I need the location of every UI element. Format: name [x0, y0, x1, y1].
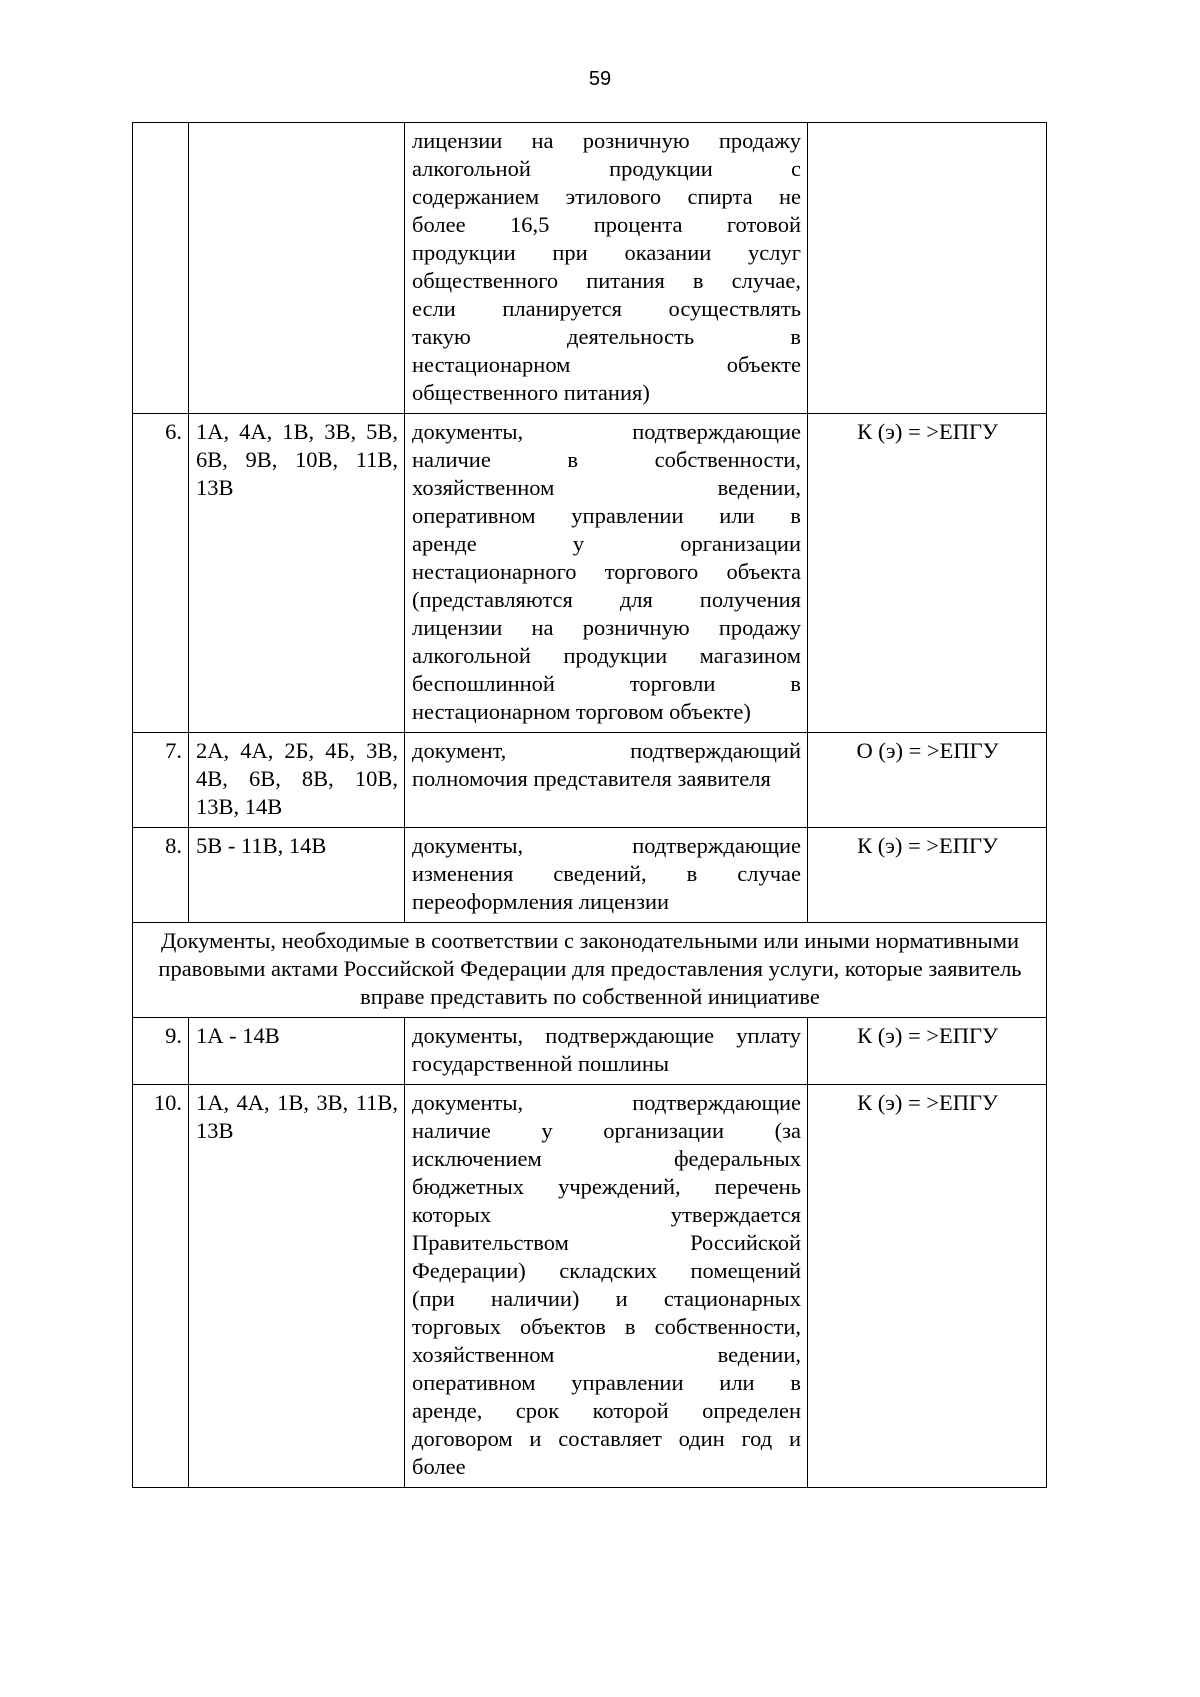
row-number: 8.	[133, 828, 189, 923]
description-line: если планируется осуществлять	[412, 296, 801, 321]
description-line: Федерации) складских помещений	[412, 1258, 801, 1283]
table-row	[133, 828, 1047, 923]
description-line: алкогольной продукции магазином	[412, 643, 801, 668]
description-line: содержанием этилового спирта не	[412, 184, 801, 209]
description-line: документы, подтверждающие уплату	[412, 1023, 801, 1048]
row-number	[133, 123, 189, 414]
documents-table	[132, 122, 1047, 1488]
description-line: хозяйственном ведении,	[412, 1342, 801, 1367]
document-description	[405, 414, 808, 733]
description-line: (представляются для получения	[412, 587, 801, 612]
table-body-main	[133, 123, 1047, 923]
row-number: 6.	[133, 414, 189, 733]
document-description	[405, 733, 808, 828]
submission-form	[808, 123, 1047, 414]
description-line: переоформления лицензии	[412, 889, 670, 914]
description-line: такую деятельность в	[412, 324, 801, 349]
description-line: договором и составляет один год и	[412, 1426, 801, 1451]
description-line: аренде, срок которой определен	[412, 1398, 801, 1423]
row-number: 10.	[133, 1085, 189, 1488]
document-description	[405, 123, 808, 414]
description-line: более 16,5 процента готовой	[412, 212, 801, 237]
description-line: хозяйственном ведении,	[412, 475, 801, 500]
applicant-codes: 5В - 11В, 14В	[189, 828, 405, 923]
description-line: нестационарном торговом объекте)	[412, 699, 751, 724]
description-line: аренде у организации	[412, 531, 801, 556]
document-description	[405, 828, 808, 923]
description-line: нестационарного торгового объекта	[412, 559, 801, 584]
page-number: 59	[588, 68, 612, 90]
description-line: исключением федеральных	[412, 1146, 801, 1171]
section-heading-row	[133, 923, 1047, 1018]
description-line: документ, подтверждающий	[412, 738, 801, 763]
description-line: торговых объектов в собственности,	[412, 1314, 801, 1339]
description-line: оперативном управлении или в	[412, 1370, 801, 1395]
applicant-codes: 1А, 4А, 1В, 3В, 11В, 13В	[189, 1085, 405, 1488]
table-row	[133, 123, 1047, 414]
applicant-codes: 1А, 4А, 1В, 3В, 5В, 6В, 9В, 10В, 11В, 13В	[189, 414, 405, 733]
submission-form: О (э) = >ЕПГУ	[808, 733, 1047, 828]
description-line: общественного питания в случае,	[412, 268, 801, 293]
section-heading: Документы, необходимые в соответствии с законодательными или иными нормативными правовыми актами Российской Федерации для предоставления услуги, которые заявитель вправе представить по собственной инициативе	[133, 923, 1047, 1018]
row-number: 7.	[133, 733, 189, 828]
description-line: беспошлинной торговли в	[412, 671, 801, 696]
table-section	[133, 923, 1047, 1018]
table-row	[133, 414, 1047, 733]
table-body-optional	[133, 1018, 1047, 1488]
description-line: наличие в собственности,	[412, 447, 801, 472]
description-line: общественного питания)	[412, 380, 650, 405]
document-description	[405, 1085, 808, 1488]
row-number: 9.	[133, 1018, 189, 1085]
description-line: документы, подтверждающие	[412, 1090, 801, 1115]
description-line: продукции при оказании услуг	[412, 240, 801, 265]
description-line: алкогольной продукции с	[412, 156, 801, 181]
description-line: лицензии на розничную продажу	[412, 128, 801, 153]
applicant-codes	[189, 123, 405, 414]
submission-form: К (э) = >ЕПГУ	[808, 414, 1047, 733]
description-line: оперативном управлении или в	[412, 503, 801, 528]
description-line: изменения сведений, в случае	[412, 861, 801, 886]
table-row	[133, 1085, 1047, 1488]
table-row	[133, 1018, 1047, 1085]
submission-form: К (э) = >ЕПГУ	[808, 828, 1047, 923]
description-line: наличие у организации (за	[412, 1118, 801, 1143]
description-line: полномочия представителя заявителя	[412, 766, 771, 791]
description-line: документы, подтверждающие	[412, 833, 801, 858]
description-line: документы, подтверждающие	[412, 419, 801, 444]
document-description	[405, 1018, 808, 1085]
description-line: более	[412, 1454, 466, 1479]
applicant-codes: 1А - 14В	[189, 1018, 405, 1085]
description-line: Правительством Российской	[412, 1230, 801, 1255]
applicant-codes: 2А, 4А, 2Б, 4Б, 3В, 4В, 6В, 8В, 10В, 13В, 14В	[189, 733, 405, 828]
description-line: государственной пошлины	[412, 1051, 670, 1076]
description-line: лицензии на розничную продажу	[412, 615, 801, 640]
table-row	[133, 733, 1047, 828]
submission-form: К (э) = >ЕПГУ	[808, 1018, 1047, 1085]
description-line: бюджетных учреждений, перечень	[412, 1174, 801, 1199]
description-line: нестационарном объекте	[412, 352, 801, 377]
description-line: (при наличии) и стационарных	[412, 1286, 801, 1311]
submission-form: К (э) = >ЕПГУ	[808, 1085, 1047, 1488]
description-line: которых утверждается	[412, 1202, 801, 1227]
